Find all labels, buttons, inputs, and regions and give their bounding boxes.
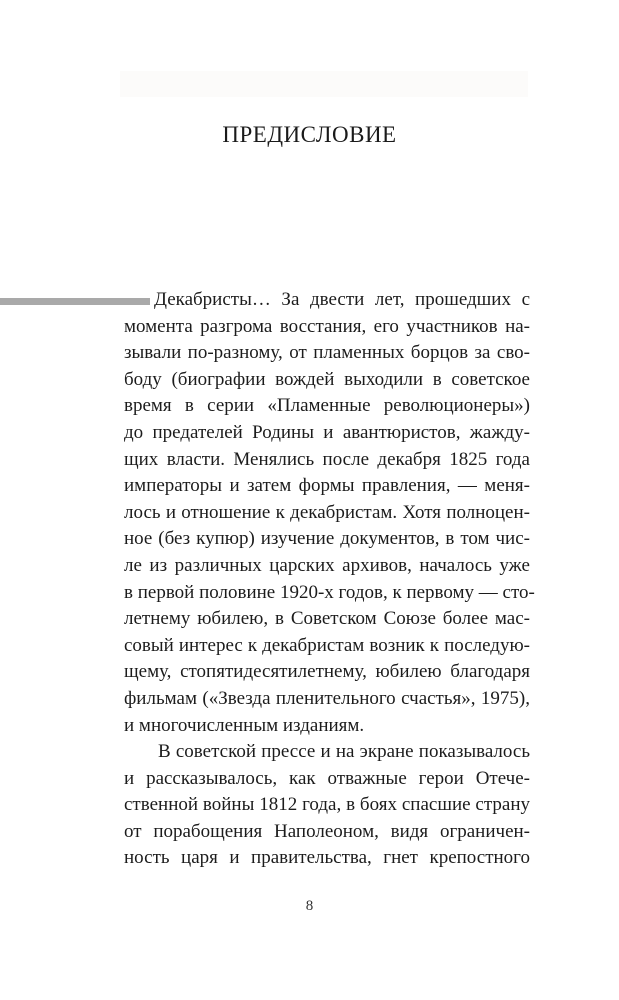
header-band bbox=[120, 71, 528, 97]
text-line: щему, стопятидесятилетнему, юбилею благодаря bbox=[124, 661, 530, 683]
chapter-title: ПРЕДИСЛОВИЕ bbox=[222, 122, 397, 147]
text-line: императоры и затем формы правления, — меня- bbox=[124, 475, 530, 497]
text-line: ственной войны 1812 года, в боях спасшие страну bbox=[124, 794, 530, 816]
text-line: в первой половине 1920-х годов, к первому — сто- bbox=[124, 581, 535, 603]
text-line: и многочисленным изданиям. bbox=[124, 714, 365, 736]
text-line: фильмам («Звезда пленительного счастья», 1975), bbox=[124, 687, 530, 709]
text-line: ле из различных царских архивов, началось уже bbox=[124, 554, 530, 576]
text-line: лось и отношение к декабристам. Хотя полноцен- bbox=[124, 501, 530, 523]
paragraph-1 bbox=[124, 287, 535, 739]
text-line: время в серии «Пламенные революционеры») bbox=[124, 395, 530, 417]
text-line: летнему юбилею, в Советском Союзе более мас- bbox=[124, 608, 530, 630]
text-line: боду (биографии вождей выходили в советское bbox=[124, 368, 530, 390]
paragraph-2 bbox=[124, 739, 530, 872]
text-line: Декабристы… За двести лет, прошедших с bbox=[154, 289, 530, 310]
text-line: ность царя и правительства, гнет крепостного bbox=[124, 847, 530, 869]
text-line: момента разгрома восстания, его участников на- bbox=[124, 315, 530, 337]
text-line: В советской прессе и на экране показывалось bbox=[158, 741, 530, 763]
text-line: ное (без купюр) изучение документов, в том чис- bbox=[124, 528, 530, 550]
text-line: зывали по-разному, от пламенных борцов за сво- bbox=[124, 342, 530, 364]
text-line: от порабощения Наполеоном, видя ограничен- bbox=[124, 820, 530, 842]
page-number: 8 bbox=[305, 898, 314, 914]
text-line: совый интерес к декабристам возник к последую- bbox=[124, 634, 530, 656]
text-line: до предателей Родины и авантюристов, жажду- bbox=[124, 421, 530, 443]
text-line: и рассказывалось, как отважные герои Отече- bbox=[124, 767, 530, 789]
body-text bbox=[124, 287, 535, 872]
text-line: щих власти. Менялись после декабря 1825 года bbox=[124, 448, 530, 470]
